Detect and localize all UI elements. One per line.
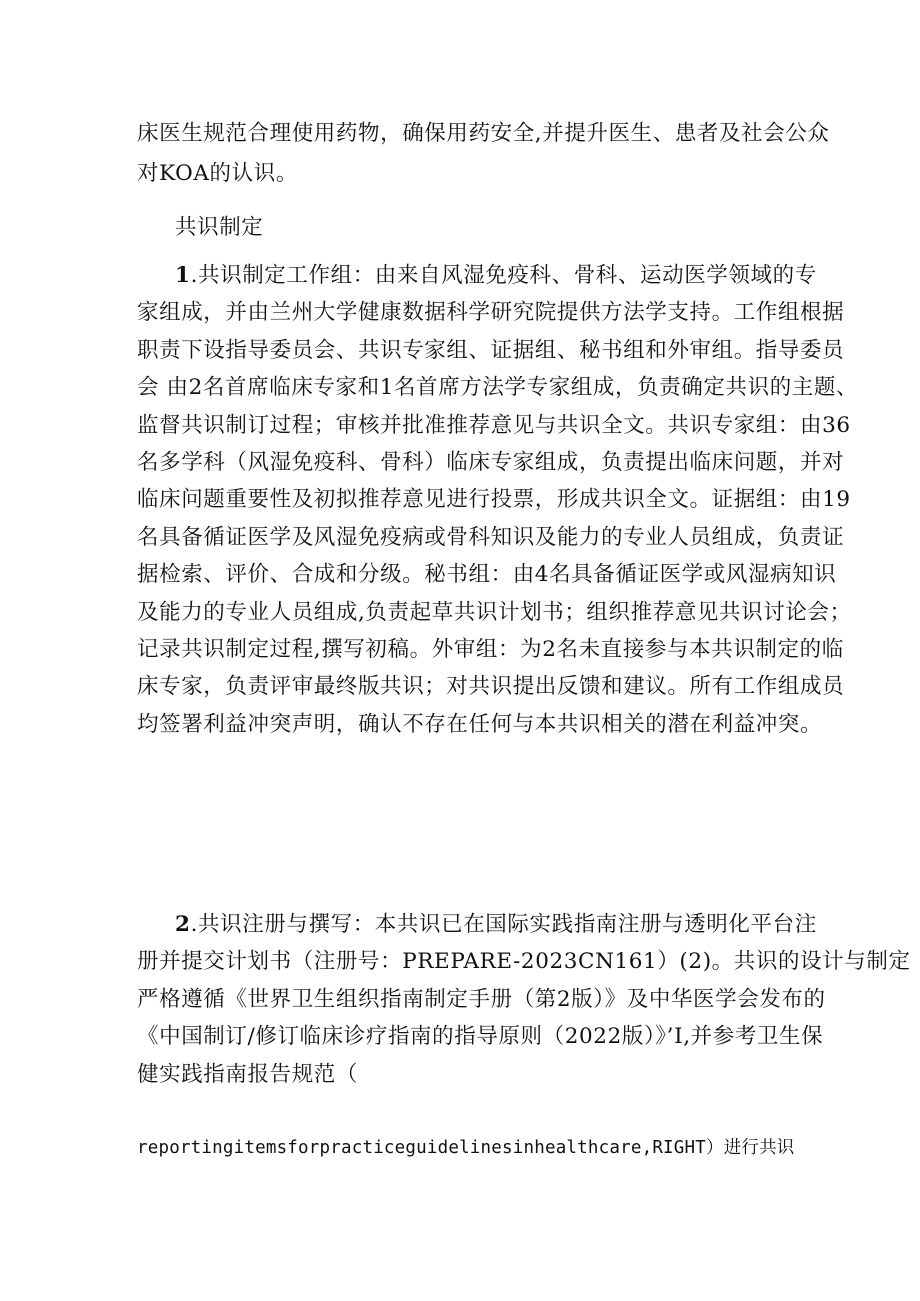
item-1-line-12: 床专家，负责评审最终版共识；对共识提出反馈和建议。所有工作组成员 xyxy=(137,674,845,700)
item-2-line-2: 册并提交计划书（注册号：PREPARE-2023CN161）(2)。共识的设计与制定 xyxy=(137,949,911,975)
item-1-line-13: 均签署利益冲突声明，确认不存在任何与本共识相关的潜在利益冲突。 xyxy=(137,711,823,737)
item-1-line-5: 监督共识制订过程；审核并批准推荐意见与共识全文。共识专家组：由36 xyxy=(137,412,851,438)
item-1-line-6: 名多学科（风湿免疫科、骨科）临床专家组成，负责提出临床问题，并对 xyxy=(137,449,845,475)
item-2-number: 2 xyxy=(175,912,191,937)
item-2-line-5: 健实践指南报告规范（ xyxy=(137,1061,359,1087)
item-1-paragraph xyxy=(137,263,859,751)
item-1-line-2: 家组成，并由兰州大学健康数据科学研究院提供方法学支持。工作组根据 xyxy=(137,300,845,326)
item-1-line-4: 会 由2名首席临床专家和1名首席方法学专家组成，负责确定共识的主题、 xyxy=(137,375,859,401)
item-2-line-4: 《中国制订/修订临床诊疗指南的指导原则（2022版）》’I,并参考卫生保 xyxy=(137,1024,824,1050)
item-2-last-line-text: reportingitemsforpracticeguidelinesinhealthcare,RIGHT）进行共识 xyxy=(137,1138,795,1158)
item-1-number: 1 xyxy=(175,263,191,288)
item-1-line-10: 及能力的专业人员组成,负责起草共识计划书；组织推荐意见共识讨论会； xyxy=(137,599,852,625)
item-1-line-7: 临床问题重要性及初拟推荐意见进行投票，形成共识全文。证据组：由19 xyxy=(137,487,851,513)
item-2-first-line-text: .共识注册与撰写：本共识已在国际实践指南注册与透明化平台注 xyxy=(190,912,817,937)
item-2-paragraph xyxy=(137,912,911,1101)
item-1-first-line xyxy=(137,265,827,302)
item-2-last-line xyxy=(137,1136,827,1158)
item-1-first-line-text: .共识制定工作组：由来自风湿免疫科、骨科、运动医学领域的专 xyxy=(190,263,817,288)
item-2-first-line xyxy=(137,914,827,951)
intro-line-1: 床医生规范合理使用药物，确保用药安全,并提升医生、患者及社会公众 xyxy=(137,121,830,146)
intro-line-2: 对KOA的认识。 xyxy=(137,161,298,186)
item-1-line-11: 记录共识制定过程,撰写初稿。外审组：为2名未直接参与本共识制定的临 xyxy=(137,636,844,662)
section-heading: 共识制定 xyxy=(175,215,264,240)
item-1-line-9: 据检索、评价、合成和分级。秘书组：由4名具备循证医学或风湿病知识 xyxy=(137,562,837,588)
item-2-last-line-block xyxy=(137,1136,827,1158)
section-heading-block xyxy=(137,217,827,239)
intro-paragraph xyxy=(137,121,830,186)
item-2-line-3: 严格遵循《世界卫生组织指南制定手册（第2版）》及中华医学会发布的 xyxy=(137,986,826,1012)
item-1-line-8: 名具备循证医学及风湿免疫病或骨科知识及能力的专业人员组成，负责证 xyxy=(137,524,845,550)
item-1-line-3: 职责下设指导委员会、共识专家组、证据组、秘书组和外审组。指导委员 xyxy=(137,337,845,363)
